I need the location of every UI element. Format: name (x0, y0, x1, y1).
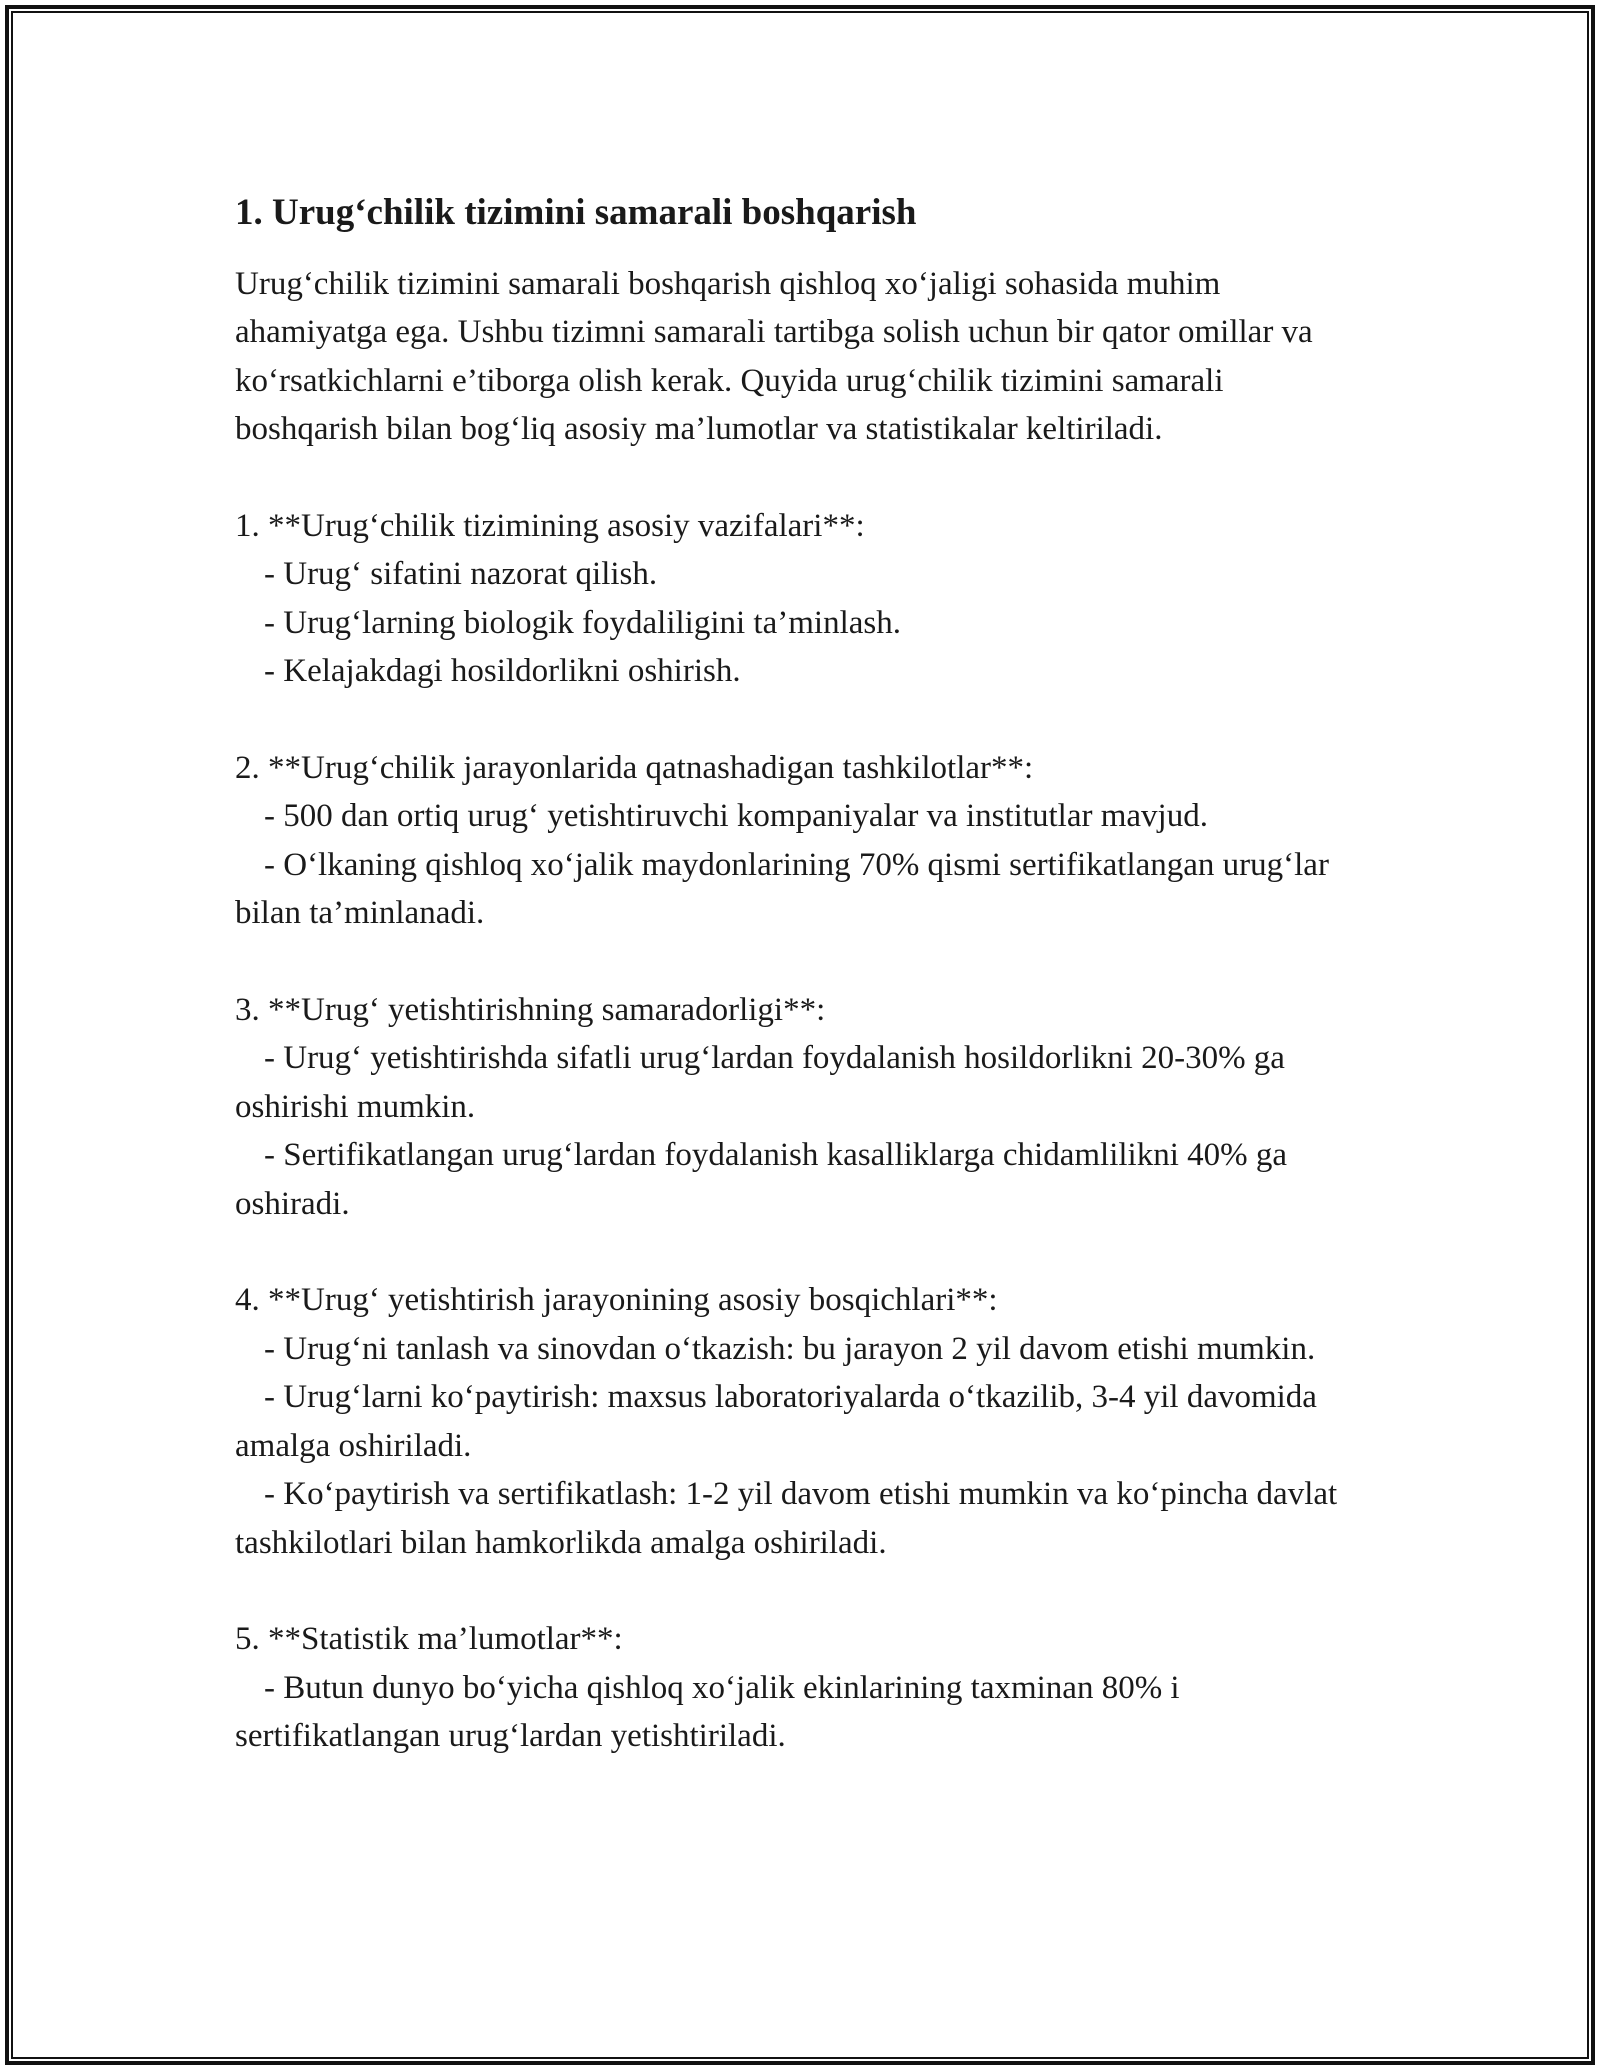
section-2 (235, 744, 1370, 938)
section-1 (235, 502, 1370, 696)
document-title: 1. Urug‘chilik tizimini samarali boshqarish (235, 192, 917, 233)
intro-paragraph: Urug‘chilik tizimini samarali boshqarish qishloq xo‘jaligi sohasida muhim ahamiyatga ega. Ushbu tizimni samarali tartibga solish uchun bir qator omillar va ko‘rsatkichlarni e’tiborga olish kerak. Quyida urug‘chilik tizimini samarali boshqarish bilan bog‘liq asosiy ma’lumotlar va statistikalar keltiriladi. (235, 266, 1313, 448)
section-heading: 4. **Urug‘ yetishtirish jarayonining asosiy bosqichlari**: (235, 1282, 998, 1319)
section-4 (235, 1276, 1370, 1566)
section-5 (235, 1615, 1370, 1760)
list-item: - Urug‘larning biologik foydaliligini ta’minlash. (264, 604, 901, 641)
list-item: - O‘lkaning qishloq xo‘jalik maydonlarining 70% qismi sertifikatlangan urug‘lar bilan ta’minlanadi. (235, 846, 1338, 932)
list-item: - Ko‘paytirish va sertifikatlash: 1-2 yil davom etishi mumkin va ko‘pincha davlat tashkilotlari bilan hamkorlikda amalga oshiriladi. (235, 1476, 1346, 1561)
section-heading: 3. **Urug‘ yetishtirishning samaradorligi**: (235, 992, 826, 1029)
list-item: - Sertifikatlangan urug‘lardan foydalanish kasalliklarga chidamlilikni 40% ga oshiradi. (235, 1137, 1296, 1222)
list-item: - Urug‘ni tanlash va sinovdan o‘tkazish: bu jarayon 2 yil davom etishi mumkin. (264, 1330, 1316, 1367)
section-heading: 2. **Urug‘chilik jarayonlarida qatnashadigan tashkilotlar**: (235, 750, 1034, 787)
list-item: - 500 dan ortiq urug‘ yetishtiruvchi kompaniyalar va institutlar mavjud. (264, 798, 1208, 835)
section-heading: 5. **Statistik ma’lumotlar**: (235, 1621, 623, 1658)
list-item: - Butun dunyo bo‘yicha qishloq xo‘jalik ekinlarining taxminan 80% i sertifikatlangan urug‘lardan yetishtiriladi. (235, 1669, 1188, 1755)
list-item: - Kelajakdagi hosildorlikni oshirish. (264, 653, 741, 690)
list-item: - Urug‘ yetishtirishda sifatli urug‘lardan foydalanish hosildorlikni 20-30% ga oshirishi mumkin. (235, 1040, 1294, 1125)
section-heading: 1. **Urug‘chilik tizimining asosiy vazifalari**: (235, 508, 865, 545)
list-item: - Urug‘ sifatini nazorat qilish. (264, 556, 658, 593)
list-item: - Urug‘larni ko‘paytirish: maxsus laboratoriyalarda o‘tkazilib, 3-4 yil davomida amalga oshiriladi. (235, 1379, 1326, 1464)
document-body (235, 186, 1370, 1761)
section-3 (235, 986, 1370, 1228)
